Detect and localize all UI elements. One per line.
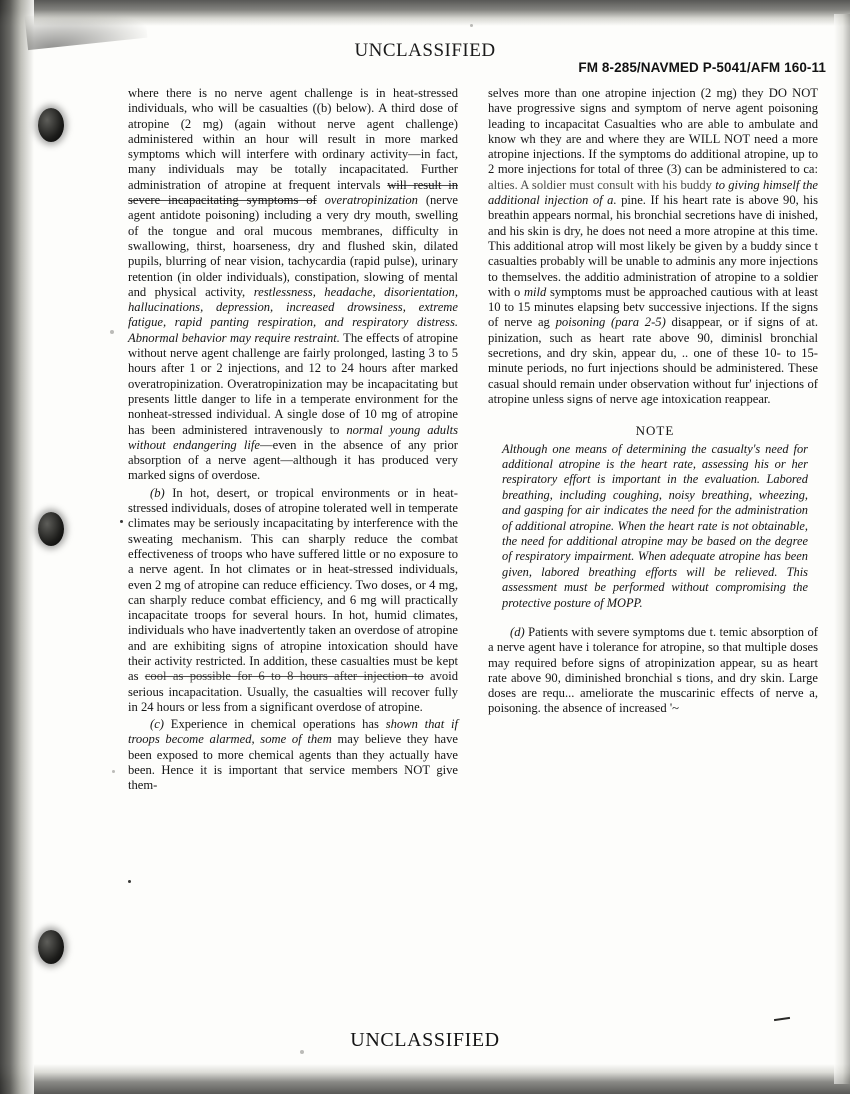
note-block (488, 423, 818, 611)
italic-phrase: normal young adults without endangering life (128, 422, 458, 452)
paragraph-text: avoid serious incapacitation. Usually, the casualties will recover fully in 24 hours or less from a significant overdose of atropine. (128, 669, 458, 714)
paragraph-label-c: (c) (150, 717, 164, 732)
paragraph (488, 625, 818, 717)
italic-phrase: shown that if troops become alarmed, some of them (128, 717, 458, 747)
paragraph-text: pine. If his heart rate is above 90, his breathin appears normal, his bronchial secretions have di inished, and his skin is dry, he does not need a more atropine at this time. This additional atrop will most likely be given by a buddy since t casualties probably will be unable to adminis any more injections to themselves. the additio administration of atropine to a soldier with o (488, 193, 818, 299)
paragraph-text: may believe they have been exposed to more chemical agents than they actually have been. Hence it is important that service members NOT give them- (128, 732, 458, 793)
note-body: Although one means of determining the casualty's need for additional atropine is the heart rate, assessing his or her respiratory effort is important in the evaluation. Labored breathing, including coughing, noisy breathing, wheezing, and gasping for air indicates the need for the administration of additional atropine. When the heart rate is not obtainable, the need for additional atropine may be based on the degree of respiratory impairment. When adequate atropine has been given, labored breathing efforts will be relieved. This assessment must be performed without compromising the protective posture of MOPP. (502, 441, 808, 610)
struck-text: will result in severe incapacitating symptoms of (128, 177, 458, 208)
two-column-body (128, 86, 822, 1004)
faded-text: alties. A soldier must consult with his buddy (488, 177, 712, 192)
scan-artifact-dot (128, 880, 131, 883)
italic-phrase: to giving himself the additional injection of a. (488, 177, 819, 208)
classification-header: UNCLASSIFIED (354, 40, 496, 61)
paragraph-text: In hot, desert, or tropical environments or in heat-stressed individuals, doses of atropine tolerated well in temperate climates may be seriously incapacitating by interference with the sweating mechanism. This can sharply reduce the combat effectiveness of troops who have suffered little or no exposure to a nerve agent. In hot climates or in heat-stressed individuals, even 2 mg of atropine can reduce efficiency. Two doses, or 4 mg, can sharply reduce combat efficiency, and 6 mg will practically incapacitate troops for several hours. In hot, humid climates, individuals who have inadvertently taken an overdose of atropine and are exhibiting signs of atropine intoxication should have their activity restricted. In addition, these casualties must be kept as (128, 485, 458, 684)
paragraph-text: The effects of atropine without nerve agent challenge are fairly prolonged, lasting 3 to 5 hours after 1 or 2 injections, and 12 to 24 hours after marked overatropinization. Overatropinization may be incapacitating but presents little danger to life in a temperate environment for the nonheat-stressed individual. A single dose of 10 mg of atropine has been administered intravenously to (128, 330, 459, 437)
scan-artifact-mark (774, 1017, 790, 1021)
paragraph-text: where there is no nerve agent challenge is in heat-stressed individuals, who will be casualties ((b) below). A third dose of atropine (2 mg) (again without nerve agent challenge) administered within an hour will result in more marked symptoms which will interfere with ordinary activity—in fact, many individuals may be totally incapacitated. Further administration of atropine at frequent intervals (128, 86, 458, 192)
left-text-column (128, 86, 458, 1004)
italic-symptom-list: restlessness, headache, disorientation, hallucinations, depression, increased drowsiness, extreme fatigue, rapid panting respiration, and respiratory distress. Abnormal behavior may require restraint. (128, 284, 458, 345)
paragraph (128, 86, 458, 484)
paragraph (128, 717, 458, 793)
paragraph-text: symptoms must be approached cautious with at least 10 to 15 minutes elapsing betv successive injections. If the signs of nerve ag (488, 284, 818, 330)
document-identifier: FM 8-285/NAVMED P-5041/AFM 160-11 (578, 60, 826, 75)
classification-footer: UNCLASSIFIED (350, 1029, 500, 1051)
paragraph-text: selves more than one atropine injection (2 mg) they DO NOT have progressive signs and symptom of nerve agent poisoning leading to incapacitat Casualties who are able to ambulate and know wh they are and where they are WILL NOT need a more atropine injections. If the symptoms do additional atropine, up to 2 more injections for total of three (3) can be administered to ca: (488, 86, 818, 177)
paragraph-text: Patients with severe symptoms due t. temic absorption of a nerve agent have i tolerance for atropine, so that multiple doses may required before signs of atropinization appear, su as heart rate above 90, diminished bronchial s tions, and dry skin. Large doses are requ... ameliorate the muscarinic effects of nerve a, poisoning. the absence of increased '~ (488, 625, 818, 716)
scan-artifact-dot (120, 520, 123, 523)
italic-crossreference: poisoning (para 2-5) (555, 315, 666, 330)
paragraph (128, 486, 458, 715)
italic-term: overatropinization (324, 193, 418, 208)
italic-term: mild (523, 284, 547, 299)
paragraph-text: Experience in chemical operations has (170, 717, 379, 732)
struck-text: cool as possible for 6 to 8 hours after injection to (144, 669, 424, 684)
paragraph-text: disappear, or if signs of at. pinization, such as heart rate above 90, diminisl bronchial secretions, and dry skin, appear du, .. one of these 10- to 15-minute periods, no furt injections should be administered. These casual should remain under observation without fur' injections of atropine unless signs of nerve age intoxication reappear. (488, 315, 819, 406)
paragraph-label-d: (d) (510, 625, 525, 639)
paragraph (488, 86, 818, 407)
paragraph-label-b: (b) (150, 485, 165, 500)
paragraph-text: —even in the absence of any prior absorption of a nerve agent—although it has produced very marked signs of overdose. (128, 437, 458, 483)
right-text-column (488, 86, 818, 1004)
paragraph-text: (nerve agent antidote poisoning) including a very dry mouth, swelling of the tongue and oral mucous membranes, difficulty in swallowing, thirst, hoarseness, dry and flushed skin, dilated pupils, blurring of near vision, tachycardia (rapid pulse), urinary retention (in older individuals), constipation, slowing of mental and physical activity, (128, 193, 458, 299)
note-heading: NOTE (635, 423, 675, 439)
